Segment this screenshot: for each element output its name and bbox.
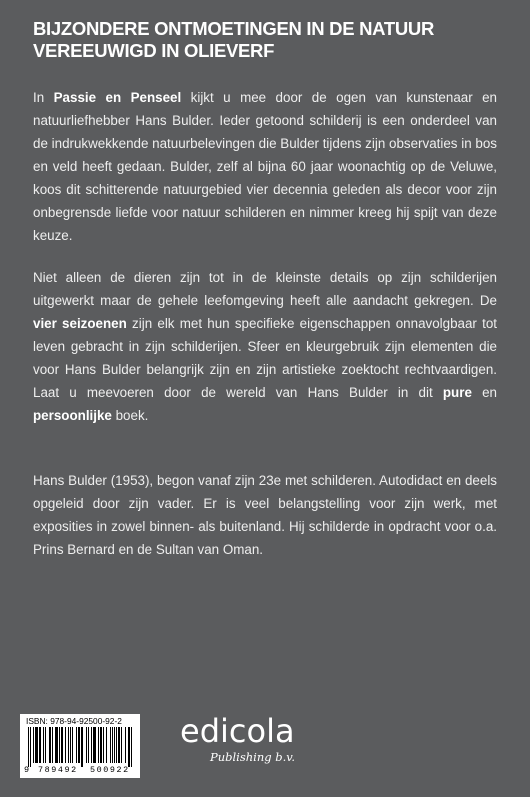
seasons-emphasis: vier seizoenen — [33, 316, 127, 331]
barcode-bar — [28, 727, 29, 767]
barcode-bar — [106, 727, 107, 763]
barcode-bars — [26, 727, 134, 767]
cover-title-line-1: BIJZONDERE ONTMOETINGEN IN DE NATUUR — [33, 18, 435, 39]
barcode-bar — [33, 727, 34, 763]
barcode-bar — [121, 727, 122, 763]
barcode-bar — [93, 727, 96, 763]
barcode-digits-left: 789492 — [38, 765, 78, 775]
barcode-bar — [103, 727, 104, 763]
barcode-bar — [65, 727, 66, 763]
barcode-bar — [86, 727, 87, 763]
publisher-logo — [180, 712, 310, 778]
book-title-emphasis: Passie en Penseel — [53, 90, 182, 105]
pure-emphasis: pure — [442, 385, 472, 400]
barcode-bar — [125, 727, 126, 763]
barcode-bar — [72, 727, 73, 763]
barcode-bar — [55, 727, 58, 763]
barcode-bar — [78, 727, 80, 763]
barcode-bar — [59, 727, 60, 763]
barcode-digit-first: 9 — [24, 765, 30, 775]
publisher-name: edicola — [180, 712, 295, 750]
barcode-bar — [116, 727, 117, 763]
barcode-bar — [61, 727, 63, 763]
barcode-bar — [52, 727, 53, 763]
cover-title-line-2: VEREEUWIGD IN OLIEVERF — [33, 40, 275, 61]
biography-paragraph: Hans Bulder (1953), begon vanaf zijn 23e met schilderen. Autodidact en deels opgeleid door zijn vader. Er is veel belangstelling voor zijn werk, met exposities in zowel binnen- als buitenland. Hij schilderde in opdracht voor o.a. Prins Bernard en de Sultan van Oman. — [33, 473, 497, 557]
barcode-bar — [128, 727, 130, 767]
barcode-bar — [39, 727, 41, 763]
isbn-barcode — [20, 714, 140, 778]
isbn-label: ISBN: 978-94-92500-92-2 — [26, 716, 122, 726]
barcode-bar — [112, 727, 113, 763]
text-run: boek. — [111, 408, 149, 423]
barcode-bar — [70, 727, 71, 763]
barcode-bar — [76, 727, 77, 763]
barcode-bar — [88, 727, 89, 763]
text-run: In — [33, 90, 54, 105]
barcode-bar — [49, 727, 51, 763]
barcode-bar — [91, 727, 92, 763]
publisher-subtitle: Publishing b.v. — [210, 750, 296, 764]
barcode-bar — [68, 727, 69, 763]
barcode-bar — [100, 727, 102, 763]
barcode-bar — [110, 727, 111, 763]
barcode-bar — [118, 727, 120, 763]
barcode-digits-right: 500922 — [90, 765, 130, 775]
cover-title — [33, 18, 503, 62]
personal-emphasis: persoonlijke — [33, 408, 112, 423]
text-run: en — [471, 385, 497, 400]
barcode-bar — [45, 727, 46, 763]
barcode-bar — [81, 727, 83, 767]
details-paragraph — [33, 266, 497, 427]
barcode-bar — [114, 727, 115, 763]
barcode-bar — [131, 727, 132, 767]
intro-paragraph — [33, 86, 497, 247]
barcode-bar — [98, 727, 99, 763]
text-run: zijn elk met hun specifieke eigenschappen onnavolgbaar tot leven gebracht in zijn schilderijen. Sfeer en kleurgebruik zijn elementen die voor Hans Bulder belangrijk zijn en zijn artistieke zoektocht rechtvaardigen. Laat u meevoeren door de wereld van Hans Bulder in dit — [33, 316, 497, 400]
barcode-bar — [43, 727, 44, 763]
text-run: Niet alleen de dieren zijn tot in de kleinste details op zijn schilderijen uitgewerkt maar de gehele leefomgeving heeft alle aandacht gekregen. De — [33, 270, 497, 308]
barcode-bar — [30, 727, 31, 767]
text-run: kijkt u mee door de ogen van kunstenaar en natuurliefhebber Hans Bulder. Ieder getoond schilderij is een onderdeel van de indrukwekkende natuurbelevingen die Bulder tijdens zijn observaties in bos en veld heeft gedaan. Bulder, zelf al bijna 60 jaar woonachtig op de Veluwe, koos dit schitterende natuurgebied vier decennia geleden als decor voor zijn onbegrensde liefde voor natuur schilderen en nimmer kreeg hij spijt van deze keuze. — [33, 90, 498, 243]
barcode-bar — [35, 727, 38, 763]
